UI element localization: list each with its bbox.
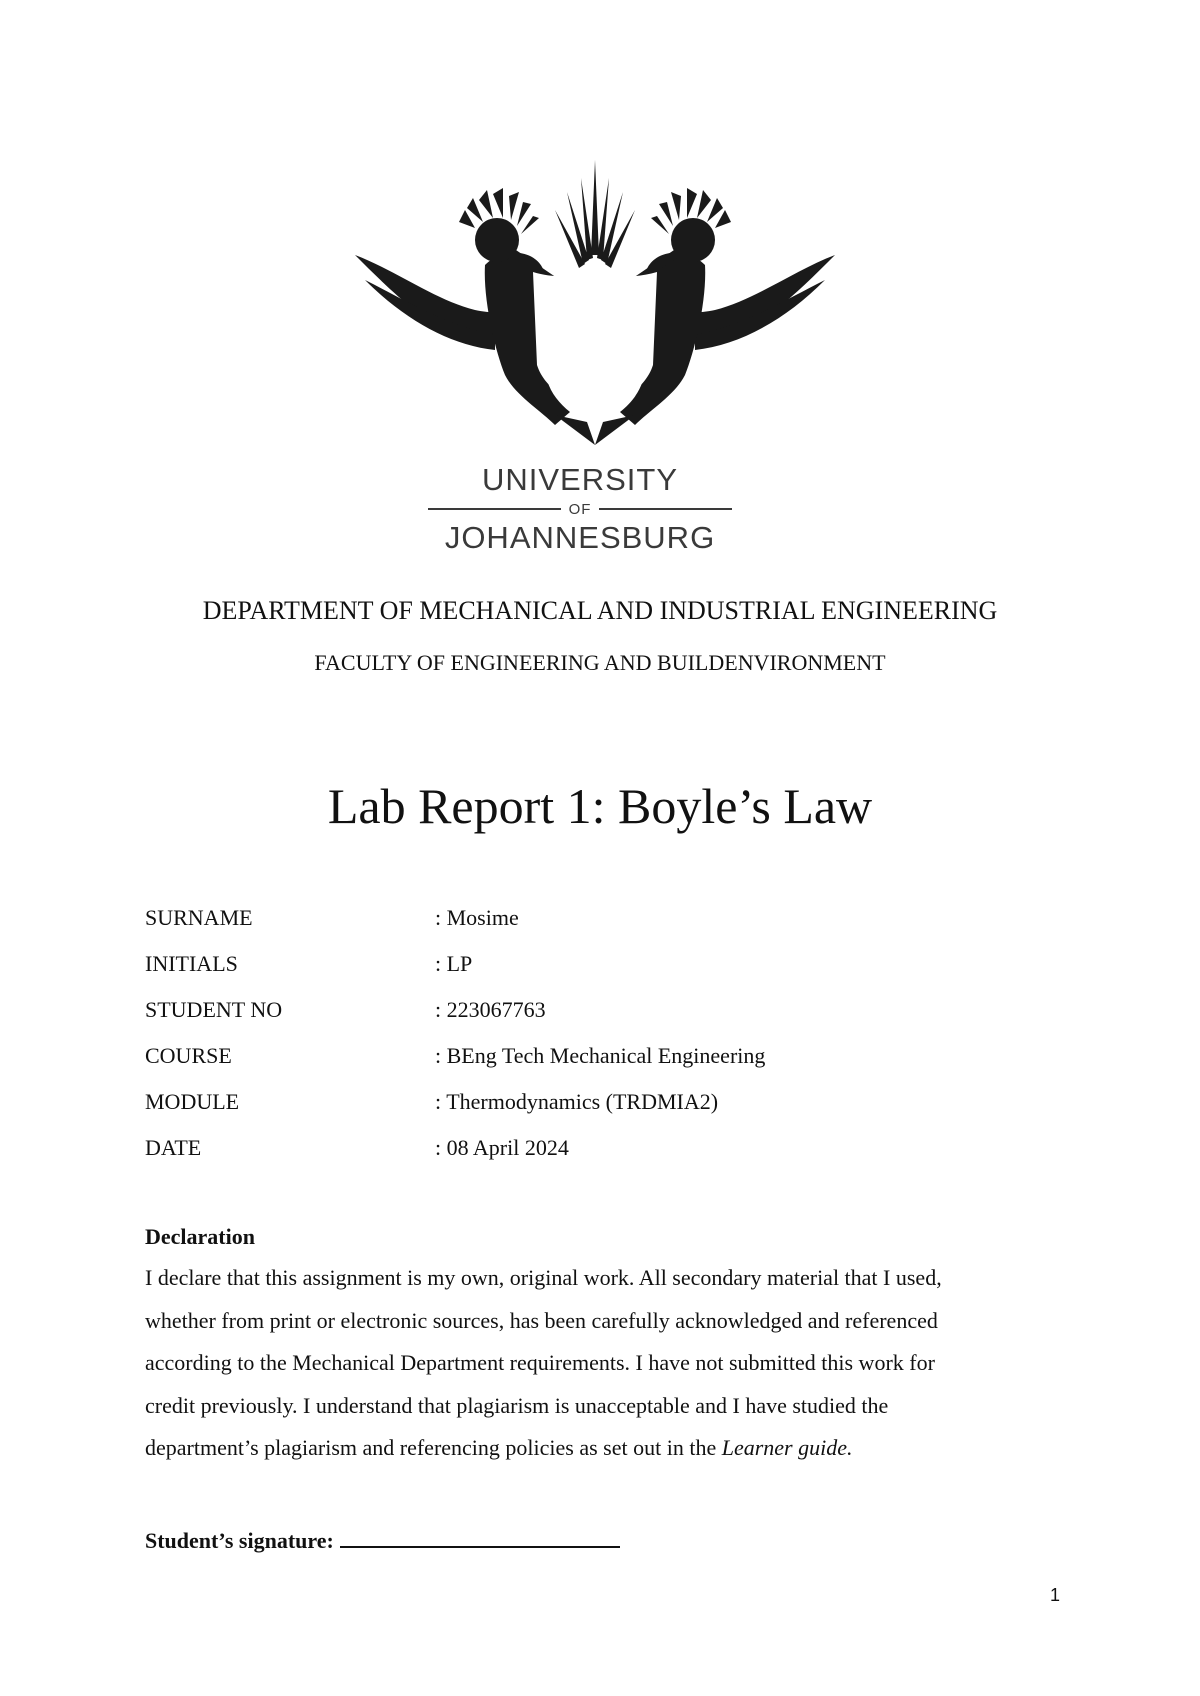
wordmark-of-row: [420, 498, 740, 520]
detail-label: MODULE: [145, 1089, 240, 1114]
declaration-line: I declare that this assignment is my own, original work. All secondary material that I used,: [145, 1265, 942, 1290]
learner-guide-emphasis: Learner guide.: [721, 1435, 853, 1460]
detail-label: DATE: [145, 1135, 202, 1160]
detail-value: : Thermodynamics (TRDMIA2): [435, 1089, 719, 1114]
declaration-heading: Declaration: [145, 1224, 255, 1249]
detail-label: INITIALS: [145, 951, 238, 976]
signature-label: Student’s signature:: [145, 1528, 334, 1553]
wordmark-johannesburg: JOHANNESBURG: [444, 520, 716, 555]
student-details: [145, 903, 765, 1179]
detail-label: SURNAME: [145, 905, 253, 930]
detail-row-initials: [145, 949, 765, 995]
university-wordmark: [420, 462, 740, 556]
declaration-section: [145, 1221, 1045, 1470]
detail-row-date: [145, 1133, 765, 1179]
detail-value: : BEng Tech Mechanical Engineering: [435, 1043, 766, 1068]
declaration-line: according to the Mechanical Department requirements. I have not submitted this work for: [145, 1350, 935, 1375]
report-title: Lab Report 1: Boyle’s Law: [327, 778, 873, 834]
wordmark-rule-right: [599, 508, 732, 510]
faculty-heading: FACULTY OF ENGINEERING AND BUILDENVIRONMENT: [314, 650, 886, 675]
detail-value: : 223067763: [435, 997, 546, 1022]
detail-row-module: [145, 1087, 765, 1133]
department-heading: DEPARTMENT OF MECHANICAL AND INDUSTRIAL ENGINEERING: [202, 596, 998, 625]
declaration-line: whether from print or electronic sources, has been carefully acknowledged and referenced: [145, 1307, 938, 1333]
detail-label: STUDENT NO: [145, 997, 283, 1022]
detail-row-course: [145, 1041, 765, 1087]
wordmark-of: OF: [568, 500, 592, 518]
declaration-last-text: department’s plagiarism and referencing policies as set out in the: [145, 1435, 722, 1460]
signature-line: [340, 1528, 620, 1548]
declaration-line: credit previously. I understand that plagiarism is unacceptable and I have studied the: [145, 1392, 889, 1418]
wordmark-university: UNIVERSITY: [481, 462, 679, 497]
wordmark-rule-left: [428, 508, 561, 510]
detail-row-surname: [145, 903, 765, 949]
detail-value: : 08 April 2024: [435, 1135, 569, 1160]
detail-value: : LP: [435, 951, 473, 976]
page-number: 1: [1049, 1585, 1060, 1605]
detail-label: COURSE: [145, 1043, 232, 1068]
university-crest-logo: [355, 160, 835, 445]
declaration-line-last: [145, 1427, 1045, 1470]
signature-row: [145, 1528, 620, 1554]
detail-value: : Mosime: [435, 905, 519, 930]
detail-row-student-no: [145, 995, 765, 1041]
